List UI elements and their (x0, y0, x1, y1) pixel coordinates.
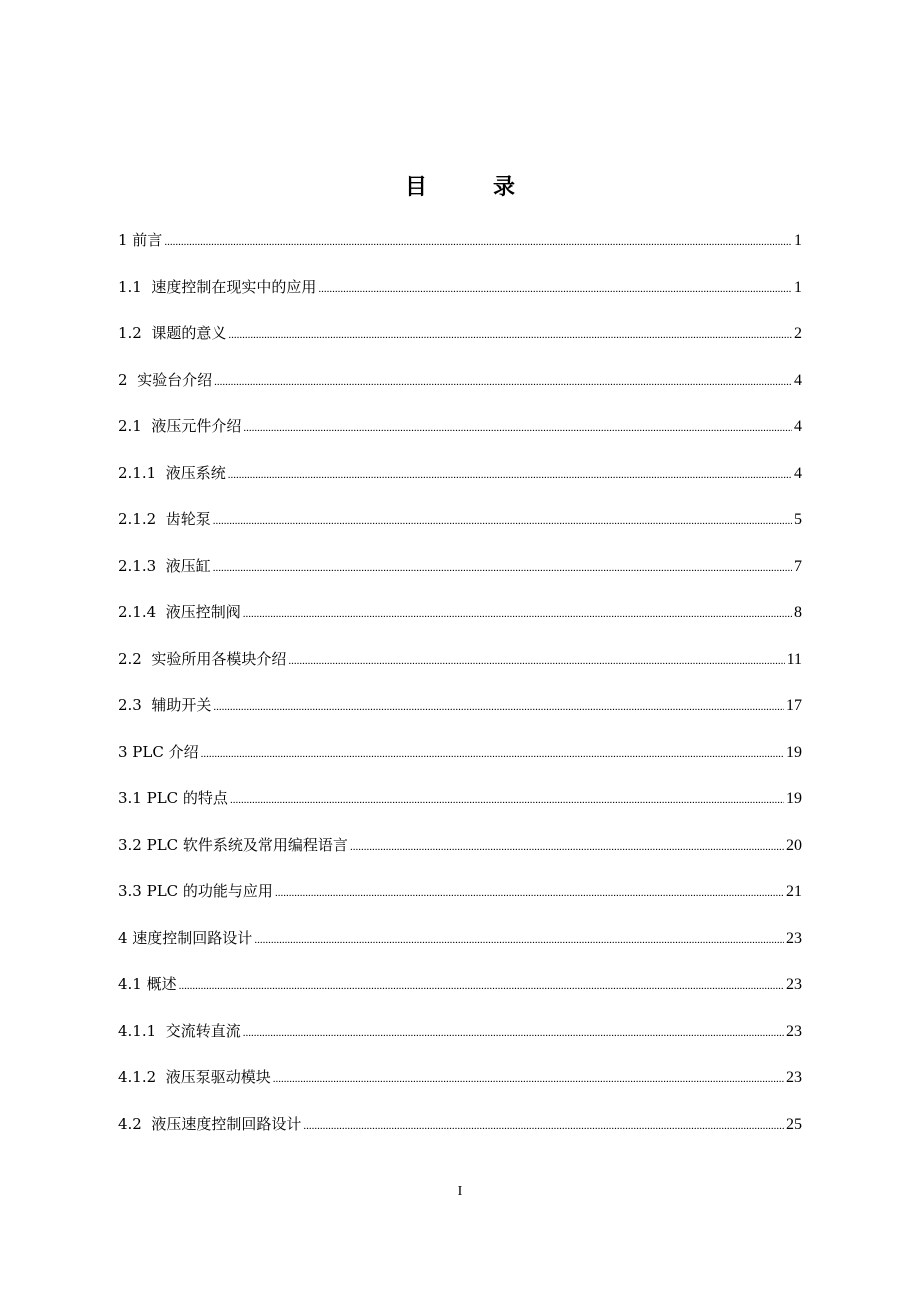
toc-entry[interactable] (118, 927, 802, 974)
toc-entry-label: 2.3 辅助开关 (118, 696, 212, 714)
toc-entry-page: 4 (794, 371, 802, 389)
toc-entry[interactable] (118, 229, 802, 276)
toc-entry-page: 20 (786, 836, 802, 854)
toc-entry-page: 23 (786, 976, 802, 993)
toc-entry-label: 2.1.3 液压缸 (118, 556, 211, 575)
toc-entry-label: 2.2 实验所用各模块介绍 (118, 649, 287, 668)
toc-entry[interactable] (118, 648, 802, 695)
toc-entry-label: 4 速度控制回路设计 (118, 928, 253, 947)
toc-leader-dots (228, 469, 792, 481)
toc-leader-dots (318, 283, 792, 295)
toc-entry-label: 1 前言 (118, 231, 163, 249)
toc-entry[interactable] (118, 276, 802, 323)
toc-entry-label: 4.1.2 液压泵驱动模块 (118, 1068, 271, 1086)
toc-entry[interactable] (118, 880, 802, 927)
toc-leader-dots (228, 329, 792, 341)
toc-leader-dots (243, 1027, 784, 1039)
page-number: I (457, 1184, 463, 1199)
toc-entry-label: 3.2 PLC 软件系统及常用编程语言 (118, 835, 348, 854)
toc-entry-page: 11 (786, 650, 802, 668)
toc-entry-page: 21 (786, 883, 802, 900)
toc-entry[interactable] (118, 1020, 802, 1067)
toc-entry-page: 2 (794, 325, 802, 342)
toc-leader-dots (213, 562, 792, 574)
toc-entry-label: 3.1 PLC 的特点 (118, 789, 228, 807)
toc-entry[interactable] (118, 834, 802, 881)
toc-entry[interactable] (118, 322, 802, 369)
toc-leader-dots (164, 236, 792, 248)
toc-leader-dots (288, 655, 784, 667)
toc-entry-label: 4.1.1 交流转直流 (118, 1021, 241, 1040)
toc-leader-dots (275, 887, 784, 899)
toc-entry[interactable] (118, 508, 802, 555)
toc-entry-page: 1 (794, 232, 802, 249)
toc-leader-dots (213, 515, 792, 527)
toc-entry-label: 3.3 PLC 的功能与应用 (118, 882, 273, 900)
toc-entry-page: 17 (786, 697, 802, 714)
toc-entry[interactable] (118, 741, 802, 788)
toc-entry-page: 25 (786, 1115, 802, 1133)
toc-entry-page: 23 (786, 1069, 802, 1086)
toc-entry[interactable] (118, 369, 802, 416)
toc-leader-dots (179, 980, 784, 992)
toc-entry[interactable] (118, 973, 802, 1020)
toc-leader-dots (273, 1073, 784, 1085)
toc-entry[interactable] (118, 694, 802, 741)
toc-entry-label: 4.2 液压速度控制回路设计 (118, 1114, 302, 1133)
toc-list (118, 229, 802, 1159)
toc-entry-page: 4 (794, 464, 802, 482)
toc-entry-label: 2.1 液压元件介绍 (118, 417, 242, 435)
toc-entry-page: 19 (786, 743, 802, 761)
toc-leader-dots (303, 1120, 784, 1132)
toc-leader-dots (243, 608, 792, 620)
toc-entry-label: 2.1.4 液压控制阀 (118, 603, 241, 621)
toc-entry[interactable] (118, 1066, 802, 1113)
toc-entry[interactable] (118, 555, 802, 602)
toc-entry[interactable] (118, 1113, 802, 1160)
toc-leader-dots (213, 701, 784, 713)
toc-entry-page: 5 (794, 511, 802, 528)
toc-leader-dots (254, 934, 784, 946)
toc-entry-page: 7 (794, 557, 802, 575)
toc-entry-label: 1.2 课题的意义 (118, 324, 227, 342)
toc-leader-dots (230, 794, 784, 806)
toc-entry[interactable] (118, 787, 802, 834)
toc-entry-label: 2.1.2 齿轮泵 (118, 510, 211, 528)
toc-entry-label: 4.1 概述 (118, 975, 177, 993)
toc-entry-page: 19 (786, 790, 802, 807)
toc-entry[interactable] (118, 601, 802, 648)
toc-entry-page: 8 (794, 604, 802, 621)
toc-leader-dots (243, 422, 792, 434)
toc-entry-label: 1.1 速度控制在现实中的应用 (118, 277, 317, 296)
toc-entry-label: 2 实验台介绍 (118, 370, 213, 389)
toc-entry-page: 23 (786, 1022, 802, 1040)
toc-leader-dots (350, 841, 784, 853)
toc-entry-page: 4 (794, 418, 802, 435)
toc-entry[interactable] (118, 415, 802, 462)
toc-leader-dots (214, 376, 792, 388)
toc-entry-page: 1 (794, 278, 802, 296)
toc-entry[interactable] (118, 462, 802, 509)
toc-entry-label: 3 PLC 介绍 (118, 742, 199, 761)
toc-entry-label: 2.1.1 液压系统 (118, 463, 226, 482)
toc-title: 目 录 (404, 175, 537, 200)
toc-leader-dots (201, 748, 784, 760)
toc-entry-page: 23 (786, 929, 802, 947)
